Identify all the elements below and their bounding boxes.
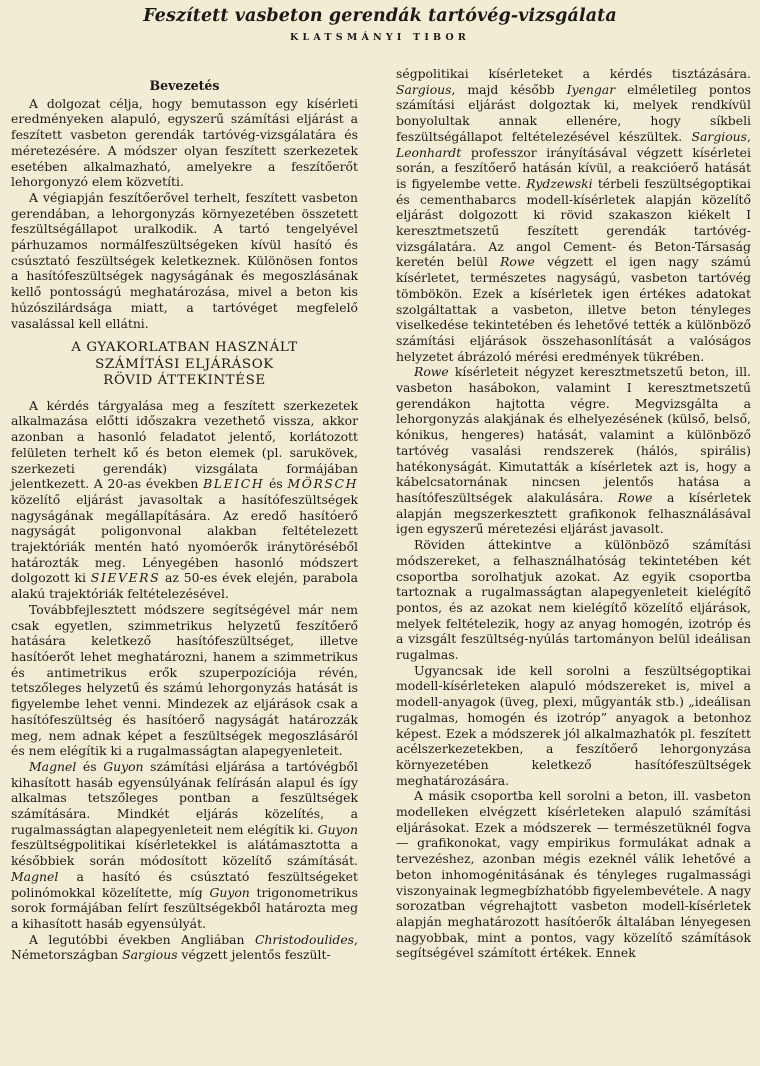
author-name-ref: Leonhardt [396,144,462,160]
text: kísérleteit négyzet keresztmetszetű beton, ill. vasbeton hasábokon, valamint I keresztmetszetű gerendákon hajtotta végre. Megvizsgálta a lehorgonyzás alakjának és elhelyezésének (külső, belső, kónikus, hengeres) hatását, valamint a különböző tartóvég vasalási rendszerek (hálós, spirális) hatékonyságát. Kimutatták a kísérletek azt is, hogy a kábelcsatornának nincsen jelentős hatása a hasítófeszültségek alakulására. [396,364,751,505]
paragraph: Röviden áttekintve a különböző számítási módszereket, a felhasználhatóság tekintetében két csoportba sorolhatjuk azokat. Az egyik csoportba tartoznak a rugalmasságtan alapegyenleteit kielégítő pontos, és az azokat nem kielégítő közelítő eljárások, melyek feltételezik, hogy az anyag homogén, izotróp és a vizsgált feszültség-nyúlás tartományon belül ideálisan rugalmas. [396,537,751,663]
text: az 50-es évek elején, parabola alakú trajektóriák feltételezésével. [11,570,358,602]
paragraph [396,66,751,364]
author-name-ref: Rowe [617,489,653,505]
author-name-ref: Guyon [209,884,250,900]
paragraph [11,398,358,602]
text: A legutóbbi években Angliában [29,931,245,947]
section-heading-line: A GYAKORLATBAN HASZNÁLT [71,340,298,356]
author-name-ref: Magnel [29,758,77,774]
text: feszültségpolitikai kísérletekkel is alátámasztotta a későbbiek során módosított közelítő számítását. [11,837,358,869]
author-name-ref: Rowe [414,364,449,380]
article-title: Feszített vasbeton gerendák tartóvég-vizsgálata [143,6,617,26]
author-name: KLATSMÁNYI TIBOR [290,32,470,43]
text: elméletileg pontos számítási eljárást dolgoztak ki, melyek rendkívül bonyolultak annak ellenére, hogy síkbeli feszültségállapot feltételezésével készültek. [396,81,752,144]
text: számítási eljárása a tartóvégből kihasított hasáb egyensúlyának felírásán alapul és így alkalmas tetszőleges pontban a feszültségek számítására. Mindkét eljárás közelítés, a rugalmasságtan alapegyenleteit nem elégítik ki. [11,758,358,837]
author-name-ref: Sargious [122,947,178,963]
paragraph: A másik csoportba kell sorolni a beton, ill. vasbeton modelleken elvégzett kísérleteken alapuló számítási eljárásokat. Ezek a módszerek — természetüknél fogva — grafikonokat, vagy empirikus formulákat adnak a tervezéshez, azonban mégis ezeknél válik lehetővé a beton inhomogénitásának és tényleges rugalmassági viszonyainak legmegbízhatóbb figyelembevétele. A nagy sorozatban végrehajtott vasbeton modell-kísérletek alapján meghatározott hasítóerők általában lényegesen nagyobbak, mint a pontos, vagy közelítő számítások segítségével számított értékek. Ennek [396,788,751,961]
author-name-ref: BLEICH [203,476,265,492]
paragraph [396,364,751,537]
text: trigonometrikus sorok formájában felírt feszültségekből határozta meg a kihasított hasáb egyensúlyát. [11,884,358,931]
text: A kérdés tárgyalása meg a feszített szerkezetek alkalmazása előtti időszakra vezethető vissza, akkor azonban a hasonló feladatot jelentő, korlátozott felületen terhelt kő és beton elemek (pl. sarukövek, szerkezeti gerendák) vizsgálata formájában jelentkezett. A 20-as években [11,397,358,492]
text: a hasító és csúsztató feszültségeket polinómokkal közelítette, míg [11,868,358,900]
paragraph: A végiapján feszítőerővel terhelt, feszített vasbeton gerendában, a lehorgonyzás környezetében összetett feszültségállapot uralkodik. A tartó tengelyével párhuzamos normálfeszültségeken kívül hasító és csúsztató feszültségek keletkeznek. Különösen fontos a hasítófeszültségek nagyságának és megoszlásának kellő pontosságú meghatározása, mivel a beton kis húzószilárdsága miatt, a tartóvéget megfelelő vasalással kell ellátni. [11,189,358,331]
text: és [82,758,97,774]
text: közelítő eljárást javasoltak a hasítófeszültségek nagyságának megállapítására. Az eredő hasítóerő nagyságát poligonvonal alakban feltételezett trajektóriák mentén ható nyomóerők iránytöréséből határozták meg. Lényegében hasonló módszert dolgozott ki [11,491,358,586]
paragraph [11,932,358,963]
text: és [268,476,283,492]
text: a kísérletek alapján megszerkesztett grafikonok felhasználásával igen egyszerű méretezési eljárást javasolt. [396,489,751,537]
author-name-ref: Guyon [317,821,358,837]
author-name-ref: Sargious [691,128,748,144]
author-name-ref: Rowe [500,254,535,270]
text: , majd később [451,81,555,97]
text: , [747,128,751,144]
text: ségpolitikai kísérleteket a kérdés tisztázására. [396,66,751,81]
author-name-ref: Rydzewski [526,175,593,191]
paragraph: Továbbfejlesztett módszere segítségével már nem csak egyetlen, szimmetrikus helyzetű feszítőerő hatására keletkező hasítófeszültséget, illetve hasítóerőt lehet meghatározni, hanem a szimmetrikus és antimetrikus erők szuperpozíciója révén, tetszőleges helyzetű és számú lehorgonyzás hatását is figyelembe lehet venni. Mindezek az eljárások csak a hasítófeszültség és hasítóerő nagyságát határozzák meg, nem adnak képet a feszültségek megoszlásáról és nem elégítik ki a rugalmasságtan alapegyenleteit. [11,601,358,759]
author-name-ref: Guyon [103,758,144,774]
left-column [11,78,358,963]
text: professzor irányításával végzett kísérletei során, a feszítőerő hatásán kívül, a reakcióerő hatását is figyelembe vette. [396,144,751,191]
paragraph: Ugyancsak ide kell sorolni a feszültségoptikai modell-kísérleteken alapuló módszereket is, mivel a modell-anyagok (üveg, plexi, műgyanták stb.) „ideálisan rugalmas, homogén és izotróp” anyagok a betonhoz képest. Ezek a módszerek jól alkalmazhatók pl. feszített acélszerkezetekben, a feszítőerő lehorgonyzása környezetében keletkező hasítófeszültségek meghatározására. [396,662,751,788]
paragraph: A dolgozat célja, hogy bemutasson egy kísérleti eredményeken alapuló, egyszerű számítási eljárást a feszített vasbeton gerendák tartóvég-vizsgálatára és méretezésére. A módszer olyan feszített szerkezetek esetében alkalmazható, amelyekre a feszítőerőt lehorgonyzó elem közvetíti. [11,95,358,190]
right-column [396,66,751,961]
intro-heading: Bevezetés [149,78,220,93]
text: térbeli feszültségoptikai és cementhabarcs modell-kísérletek alapján közelítő eljárást dolgozott ki rövid szakaszon kiékelt I keresztmetszetű feszített gerendák tartóvég-vizsgálatára. Az angol Cement- és Beton-Társaság keretén belül [396,175,751,270]
author-name-ref: Christodoulides [254,931,355,947]
section-heading [11,340,358,390]
section-heading-line: SZÁMÍTÁSI ELJÁRÁSOK [95,356,274,372]
paragraph [11,759,358,932]
text: , Németországban [11,931,358,963]
author-name-ref: Sargious [396,81,452,97]
author-name-ref: MÖRSCH [287,476,358,492]
author-name-ref: SIEVERS [90,570,161,586]
text: végzett el igen nagy számú kísérletet, természetes nagyságú, vasbeton tartóvég tömbökön. Ezek a kísérletek igen értékes adatokat szolgáltattak a vasbeton, illetve beton tényleges viselkedése tekintetében és lehetővé tették a különböző számítási eljárások összehasonlítását a valóságos helyzetet ábrázoló mérési eredmények tükrében. [396,254,751,364]
section-heading-line: RÖVID ÁTTEKINTÉSE [103,373,266,389]
author-name-ref: Iyengar [566,81,616,97]
text: végzett jelentős feszült- [181,947,331,963]
author-name-ref: Magnel [11,868,59,884]
